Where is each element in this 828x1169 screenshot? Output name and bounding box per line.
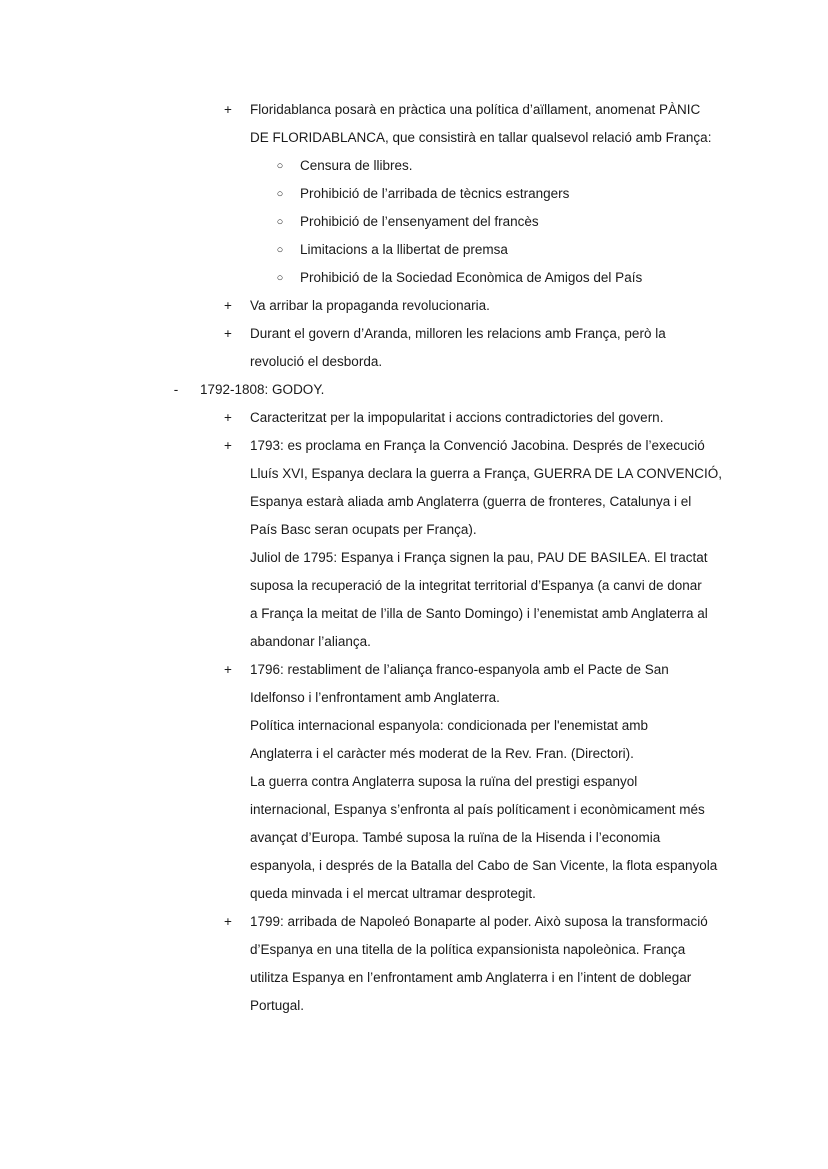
paragraph-line: Floridablanca posarà en pràctica una política d’aïllament, anomenat PÀNIC [250, 102, 701, 117]
paragraph-line: a França la meitat de l’illa de Santo Domingo) i l’enemistat amb Anglaterra al [250, 606, 708, 621]
paragraph-line: 1796: restabliment de l’aliança franco-espanyola amb el Pacte de San [250, 662, 669, 677]
paragraph-line: Durant el govern d’Aranda, milloren les relacions amb França, però la [250, 326, 666, 341]
circle-bullet: ○ [276, 244, 284, 256]
paragraph-line: Juliol de 1795: Espanya i França signen la pau, PAU DE BASILEA. El tractat [250, 550, 708, 565]
paragraph-line: País Basc seran ocupats per França). [250, 522, 477, 537]
paragraph-line: suposa la recuperació de la integritat territorial d’Espanya (a canvi de donar [250, 578, 702, 593]
plus-bullet: + [224, 438, 232, 453]
list-item: Prohibició de l’arribada de tècnics estrangers [300, 186, 570, 201]
section-heading: 1792-1808: GODOY. [200, 382, 325, 397]
paragraph-line: abandonar l’aliança. [250, 634, 371, 649]
plus-bullet: + [224, 914, 232, 929]
paragraph-line: DE FLORIDABLANCA, que consistirà en tallar qualsevol relació amb França: [250, 130, 712, 145]
paragraph-line: 1793: es proclama en França la Convenció Jacobina. Després de l’execució [250, 438, 705, 453]
plus-bullet: + [224, 298, 232, 313]
list-item: Prohibició de l’ensenyament del francès [300, 214, 539, 229]
plus-bullet: + [224, 662, 232, 677]
circle-bullet: ○ [276, 272, 284, 284]
plus-bullet: + [224, 102, 232, 117]
paragraph-line: Lluís XVI, Espanya declara la guerra a França, GUERRA DE LA CONVENCIÓ, [250, 466, 722, 481]
circle-bullet: ○ [276, 188, 284, 200]
list-item: Limitacions a la llibertat de premsa [300, 242, 508, 257]
paragraph-line: La guerra contra Anglaterra suposa la ruïna del prestigi espanyol [250, 774, 638, 789]
paragraph-line: revolució el desborda. [250, 354, 383, 369]
paragraph-line: queda minvada i el mercat ultramar desprotegit. [250, 886, 536, 901]
paragraph-line: d’Espanya en una titella de la política expansionista napoleònica. França [250, 942, 686, 957]
paragraph-line: Espanya estarà aliada amb Anglaterra (guerra de fronteres, Catalunya i el [250, 494, 692, 509]
paragraph-line: 1799: arribada de Napoleó Bonaparte al poder. Això suposa la transformació [250, 914, 708, 929]
paragraph-line: Caracteritzat per la impopularitat i accions contradictories del govern. [250, 410, 664, 425]
paragraph-line: internacional, Espanya s’enfronta al país políticament i econòmicament més [250, 802, 705, 817]
circle-bullet: ○ [276, 160, 284, 172]
paragraph-line: Va arribar la propaganda revolucionaria. [250, 298, 490, 313]
circle-bullet: ○ [276, 216, 284, 228]
paragraph-line: espanyola, i després de la Batalla del Cabo de San Vicente, la flota espanyola [250, 858, 718, 873]
paragraph-line: utilitza Espanya en l’enfrontament amb Anglaterra i en l’intent de doblegar [250, 970, 692, 985]
list-item: Prohibició de la Sociedad Econòmica de Amigos del País [300, 270, 643, 285]
paragraph-line: Idelfonso i l’enfrontament amb Anglaterra. [250, 690, 500, 705]
list-item: Censura de llibres. [300, 158, 413, 173]
paragraph-line: Anglaterra i el caràcter més moderat de la Rev. Fran. (Directori). [250, 746, 634, 761]
paragraph-line: avançat d’Europa. També suposa la ruïna de la Hisenda i l’economia [250, 830, 661, 845]
dash-bullet: - [173, 382, 179, 397]
plus-bullet: + [224, 326, 232, 341]
plus-bullet: + [224, 410, 232, 425]
paragraph-line: Política internacional espanyola: condicionada per l'enemistat amb [250, 718, 649, 733]
paragraph-line: Portugal. [250, 998, 305, 1013]
